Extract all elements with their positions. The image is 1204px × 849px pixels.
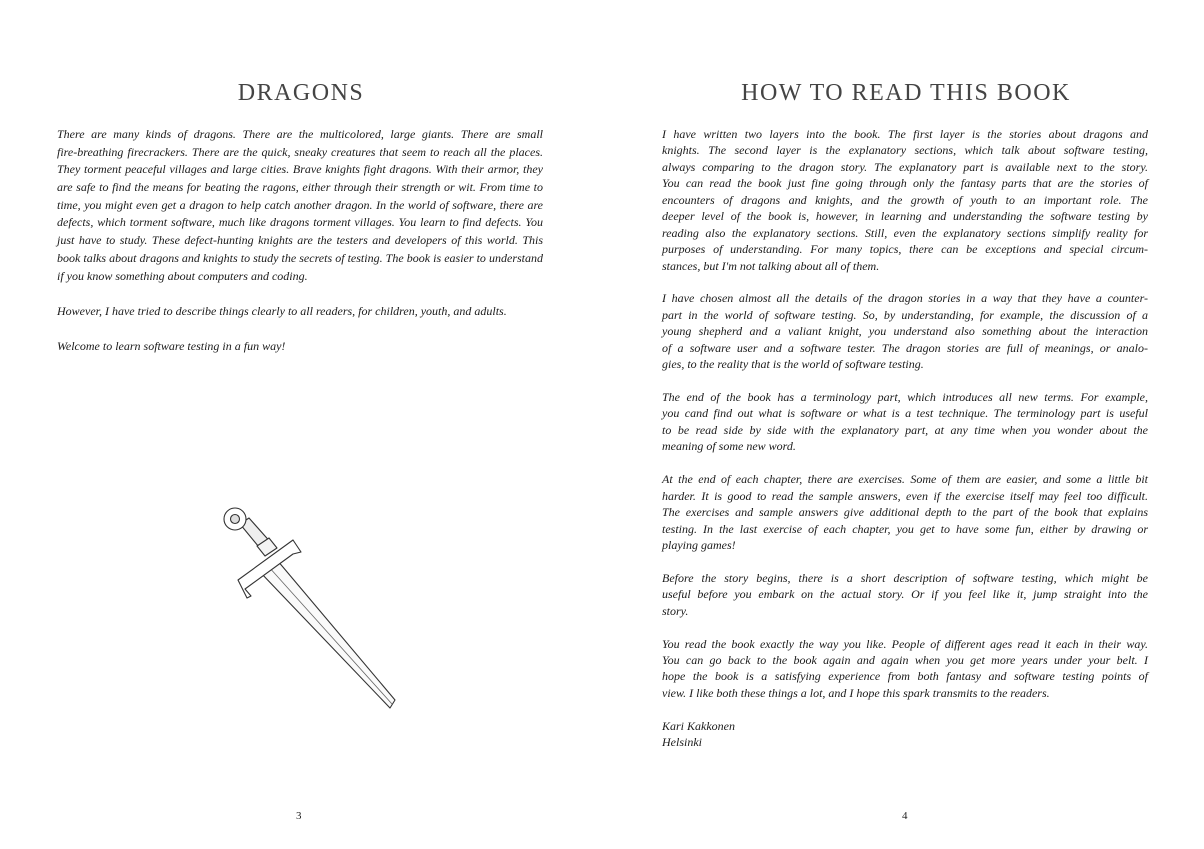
text-line: There are many kinds of dragons. There are the multicolored, large giants. There are small [57, 127, 543, 141]
paragraph [662, 636, 1148, 702]
text-line: you cand find out what is software or what is a test technique. The terminology part is useful [662, 406, 1148, 421]
text-line: book talks about dragons and knights to study the secrets of testing. The book is easier to understand [57, 250, 543, 265]
author-location: Helsinki [662, 735, 702, 750]
text-line: purposes of understanding. For many topics, there can be exceptions and special circum- [662, 242, 1148, 257]
text-line: I have written two layers into the book. The first layer is the stories about dragons and [662, 127, 1148, 141]
text-line: They torment peaceful villages and large cities. Brave knights fight dragons. With their armor, they [57, 162, 543, 177]
text-line: meaning of some new word. [662, 439, 796, 454]
text-line: I have chosen almost all the details of the dragon stories in a way that they have a counter- [662, 291, 1148, 306]
text-line: just have to study. These defect-hunting knights are the testers and developers of this world. This [57, 233, 543, 248]
text-line: encounters of dragons and knights, and the growth of youth to an important role. The [662, 192, 1148, 207]
sword-illustration [205, 500, 405, 715]
text-line: The exercises and sample answers give additional depth to the part of the book that explains [662, 505, 1148, 520]
text-line: playing games! [662, 537, 736, 552]
page-number: 3 [296, 810, 302, 822]
page-title: DRAGONS [237, 80, 365, 107]
text-line: However, I have tried to describe things clearly to all readers, for children, youth, and adults. [57, 303, 507, 318]
text-line: hope the book is a satisfying experience from both fantasy and software testing points of [662, 669, 1148, 684]
text-line: view. I like both these things a lot, and I hope this spark transmits to the readers. [662, 685, 1050, 700]
text-line: time, you might even get a dragon to help catch another dragon. In the world of software, there are [57, 197, 543, 212]
text-line: You read the book exactly the way you like. People of different ages read it each in their way. [662, 636, 1148, 651]
text-line: harder. It is good to read the sample answers, even if the exercise itself may feel too difficult. [662, 488, 1148, 503]
author-name: Kari Kakkonen [662, 718, 735, 733]
text-line: story. [662, 603, 689, 618]
page-body [662, 126, 1148, 767]
text-line: are safe to find the means for beating the ragons, either through their strength or wit. From time to [57, 180, 543, 195]
paragraph [57, 338, 543, 356]
author-signature [662, 718, 1148, 751]
text-line: of a software user and a software tester. The dragon stories are full of meanings, or analo- [662, 340, 1148, 355]
text-line: part in the world of software testing. So, by understanding, for example, the discussion of a [662, 307, 1148, 322]
text-line: useful before you embark on the actual story. Or if you feel like it, jump straight into the [662, 587, 1148, 602]
paragraph [662, 570, 1148, 619]
paragraph [662, 389, 1148, 455]
page-number: 4 [902, 810, 908, 822]
text-line: fire-breathing firecrackers. There are the quick, sneaky creatures that seem to reach all the places. [57, 144, 543, 159]
text-line: The end of the book has a terminology part, which introduces all new terms. For example, [662, 390, 1148, 404]
text-line: At the end of each chapter, there are exercises. Some of them are easier, and some a little bit [662, 472, 1148, 487]
text-line: defects, which torment software, much like dragons torment villages. You learn to find defects. You [57, 215, 543, 230]
paragraph [57, 303, 543, 321]
text-line: You can go back to the book again and again when you get more years under your belt. I [662, 653, 1148, 667]
text-line: stances, but I'm not talking about all of them. [662, 258, 880, 273]
text-line: reading also the explanatory sections. Still, even the explanatory sections simplify reality for [662, 225, 1148, 240]
paragraph [662, 290, 1148, 372]
page-body [57, 126, 543, 374]
text-line: always comparing to the dragon story. The explanatory part is available next to the story. [662, 159, 1148, 174]
text-line: Welcome to learn software testing in a fun way! [57, 339, 286, 354]
text-line: You can read the book just fine going through only the fantasy parts that are the stories of [662, 176, 1148, 191]
paragraph [57, 126, 543, 285]
text-line: knights. The second layer is the explanatory sections, which talk about software testing, [662, 143, 1148, 158]
text-line: young shepherd and a valiant knight, you understand also something about the interaction [662, 324, 1148, 339]
page-title: HOW TO READ THIS BOOK [741, 80, 1071, 107]
text-line: if you know something about computers and coding. [57, 268, 308, 283]
text-line: deeper level of the book is, however, in learning and understanding the software testing by [662, 209, 1148, 224]
text-line: to be read side by side with the explanatory part, at any time when you wonder about the [662, 422, 1148, 437]
text-line: testing. In the last exercise of each chapter, you get to have some fun, either by drawing or [662, 521, 1148, 536]
paragraph [662, 126, 1148, 274]
right-page [602, 0, 1204, 849]
paragraph [662, 471, 1148, 553]
text-line: gies, to the reality that is the world of software testing. [662, 357, 924, 372]
text-line: Before the story begins, there is a short description of software testing, which might be [662, 570, 1148, 585]
